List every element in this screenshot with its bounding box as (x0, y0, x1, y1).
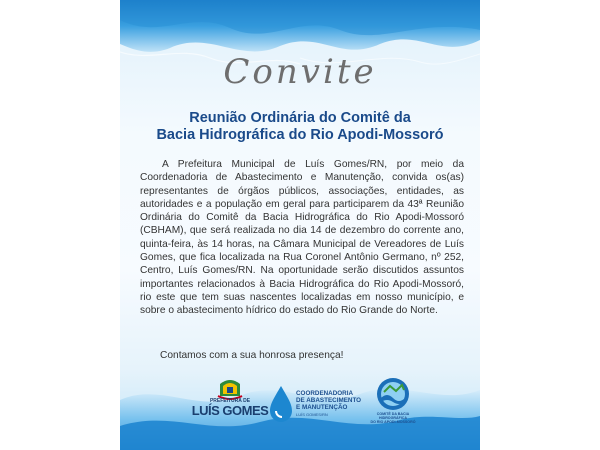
meeting-title-line2: Bacia Hidrográfica do Rio Apodi-Mossoró (156, 127, 444, 143)
coordenadoria-logo (268, 376, 368, 432)
river-basin-emblem-icon (368, 376, 418, 412)
coordenadoria-line2: DE ABASTECIMENTO (296, 397, 362, 404)
invitation-paragraph: A Prefeitura Municipal de Luís Gomes/RN, por meio da Coordenadoria de Abastecimento e Manutenção, convida os(as) representantes de órgãos públicos, associações, entidades, as autoridades e a população em geral para participarem da 43ª Reunião Ordinária do Comitê da Bacia Hidrográfica do Rio Apodi-Mossoró (CBHAM), que será realizada no dia 14 de dezembro do corrente ano, quinta-feira, às 14 horas, na Câmara Municipal de Vereadores de Luís Gomes, que fica localizada na Rua Coronel Antônio Germano, nº 252, Centro, Luís Gomes/RN. Na oportunidade serão discutidos assuntos importantes relacionados à Bacia Hidrográfica do Rio Apodi-Mossoró, rio este que tem suas nascentes localizadas em nosso município, e sobre o abastecimento hídrico do estado do Rio Grande do Norte. (140, 159, 464, 317)
coordenadoria-name (296, 390, 376, 411)
luis-gomes-name: LUÍS GOMES (191, 403, 269, 418)
invite-script-title: Convite (223, 52, 377, 92)
water-drop-icon (268, 384, 294, 424)
luis-gomes-logo (190, 376, 270, 432)
meeting-title-line1: Reunião Ordinária do Comitê da (189, 110, 411, 126)
coordenadoria-line3: E MANUTENÇÃO (296, 404, 348, 411)
coordenadoria-line1: COORDENADORIA (296, 390, 354, 397)
cbham-name-line2: DO RIO APODI-MOSSORÓ (370, 420, 416, 425)
coordenadoria-sub: LUÍS GOMES/RN (296, 412, 328, 417)
logos-row (120, 376, 480, 432)
invitation-body (140, 158, 464, 318)
municipal-crest-icon (190, 376, 270, 400)
luis-gomes-label: PREFEITURA DE (209, 398, 251, 404)
closing-line: Contamos com a sua honrosa presença! (160, 350, 344, 361)
meeting-title (120, 110, 480, 144)
cbham-logo (368, 376, 418, 432)
invitation-card (120, 0, 480, 450)
cbham-name-line1: COMITÊ DA BACIA HIDROGRÁFICA (376, 412, 410, 421)
cbham-name (368, 412, 418, 425)
